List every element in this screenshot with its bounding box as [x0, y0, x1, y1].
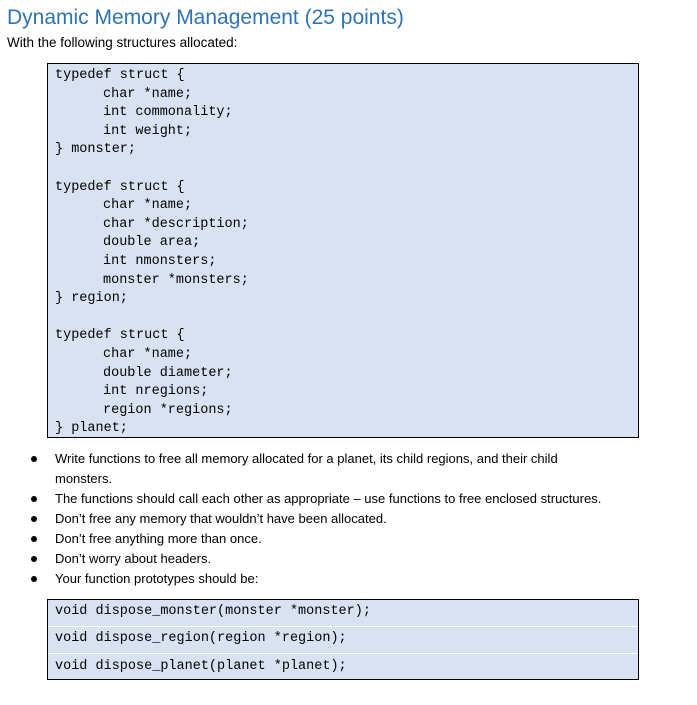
prototype-dispose-monster: void dispose_monster(monster *monster);	[55, 604, 371, 619]
list-item	[30, 509, 670, 529]
list-item	[30, 529, 670, 549]
list-item	[30, 549, 670, 569]
list-item	[30, 489, 670, 509]
planet-field-diameter: double diameter;	[103, 365, 233, 381]
prototype-divider	[48, 626, 638, 627]
page-title: Dynamic Memory Management (25 points)	[7, 6, 404, 29]
bullet-icon	[31, 576, 37, 582]
prototype-divider	[48, 653, 638, 654]
code-blank-line	[55, 309, 638, 328]
monster-field-commonality: int commonality;	[103, 105, 233, 121]
monster-field-name: char *name;	[103, 86, 193, 102]
bullet-icon	[31, 536, 37, 542]
function-prototypes-code-block	[47, 599, 639, 680]
bullet-icon	[31, 516, 37, 522]
bullet-icon	[31, 456, 37, 462]
planet-struct-close: } planet;	[55, 421, 128, 437]
region-struct-close: } region;	[55, 291, 128, 307]
list-item-text: Your function prototypes should be:	[55, 571, 259, 586]
list-item	[30, 449, 670, 489]
list-item-text: The functions should call each other as appropriate – use functions to free enclosed structures.	[55, 491, 602, 506]
planet-field-regions: region *regions;	[103, 402, 233, 418]
monster-struct-open: typedef struct {	[55, 68, 185, 83]
region-field-monsters: monster *monsters;	[103, 272, 249, 288]
planet-field-name: char *name;	[103, 346, 193, 362]
intro-text: With the following structures allocated:	[7, 35, 238, 50]
region-field-description: char *description;	[103, 216, 249, 232]
prototype-dispose-region: void dispose_region(region *region);	[55, 631, 347, 646]
list-item-text: Don’t worry about headers.	[55, 551, 212, 566]
bullet-icon	[31, 556, 37, 562]
list-item-text: Write functions to free all memory allocated for a planet, its child regions, and their child monsters.	[55, 451, 558, 486]
region-field-name: char *name;	[103, 198, 193, 214]
list-item-text: Don’t free anything more than once.	[55, 531, 262, 546]
region-field-nmonsters: int nmonsters;	[103, 253, 217, 269]
planet-struct-open: typedef struct {	[55, 328, 185, 344]
instructions-list	[30, 449, 670, 589]
monster-field-weight: int weight;	[103, 123, 193, 139]
struct-definitions-code-block	[47, 63, 639, 438]
monster-struct-close: } monster;	[55, 142, 137, 158]
list-item	[30, 569, 670, 589]
planet-field-nregions: int nregions;	[103, 384, 209, 400]
region-struct-open: typedef struct {	[55, 179, 185, 195]
bullet-icon	[31, 496, 37, 502]
region-field-area: double area;	[103, 235, 201, 251]
prototype-dispose-planet: void dispose_planet(planet *planet);	[55, 659, 347, 674]
code-blank-line	[55, 160, 638, 179]
list-item-text: Don’t free any memory that wouldn’t have been allocated.	[55, 511, 387, 526]
